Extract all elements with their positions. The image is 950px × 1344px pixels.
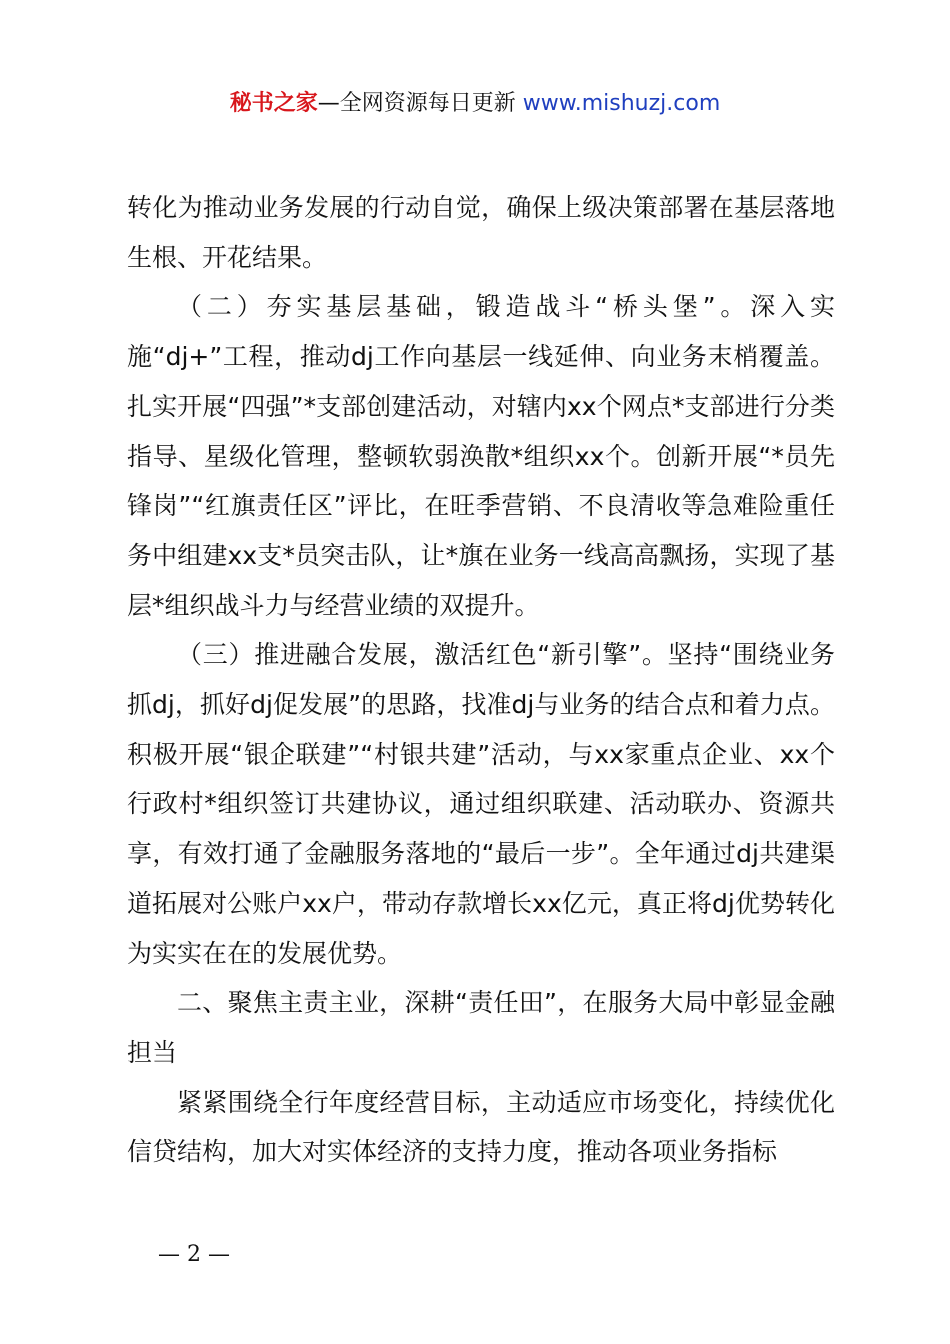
header-tagline: —全网资源每日更新	[317, 91, 516, 116]
paragraph-section-2: （二）夯实基层基础，锻造战斗“桥头堡”。深入实施“dj+”工程，推动dj工作向基层一线延伸、向业务末梢覆盖。扎实开展“四强”*支部创建活动，对辖内xx个网点*支部进行分类指导、星级化管理，整顿软弱涣散*组织xx个。创新开展“*员先锋岗”“红旗责任区”评比，在旺季营销、不良清收等急难险重任务中组建xx支*员突击队，让*旗在业务一线高高飘扬，实现了基层*组织战斗力与经营业绩的双提升。	[127, 292, 835, 620]
page-number: — 2 —	[158, 1242, 230, 1267]
paragraph-continuation: 转化为推动业务发展的行动自觉，确保上级决策部署在基层落地生根、开花结果。	[127, 193, 835, 272]
paragraph-part-2-intro: 紧紧围绕全行年度经营目标，主动适应市场变化，持续优化信贷结构，加大对实体经济的支持力度，推动各项业务指标	[127, 1087, 835, 1167]
paragraph-section-3: （三）推进融合发展，激活红色“新引擎”。坚持“围绕业务抓dj，抓好dj促发展”的思路，找准dj与业务的结合点和着力点。积极开展“银企联建”“村银共建”活动，与xx家重点企业、xx个行政村*组织签订共建协议，通过组织联建、活动联办、资源共享，有效打通了金融服务落地的“最后一步”。全年通过dj共建渠道拓展对公账户xx户，带动存款增长xx亿元，真正将dj优势转化为实实在在的发展优势。	[127, 640, 835, 968]
document-body	[127, 183, 835, 1177]
brand-name: 秘书之家	[229, 91, 318, 116]
heading-part-2: 二、聚焦主责主业，深耕“责任田”，在服务大局中彰显金融担当	[127, 988, 835, 1067]
site-header	[0, 88, 950, 120]
site-url-link[interactable]: www.mishuzj.com	[522, 91, 721, 116]
